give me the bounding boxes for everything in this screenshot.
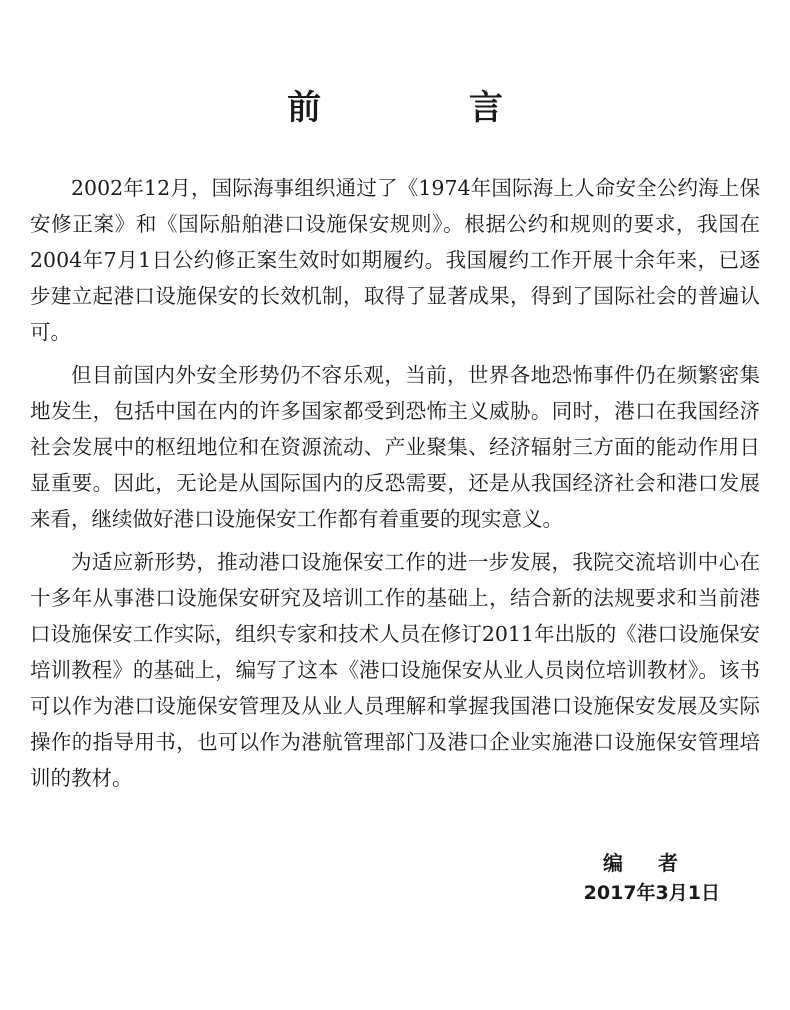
paragraph-1: 2002年12月，国际海事组织通过了《1974年国际海上人命安全公约海上保安修正案》和《国际船舶港口设施保安规则》。根据公约和规则的要求，我国在2004年7月1日公约修正案生效时如期履约。我国履约工作开展十余年来，已逐步建立起港口设施保安的长效机制，取得了显著成果，得到了国际社会的普遍认可。 xyxy=(30,176,760,344)
signature-author: 编 者 xyxy=(603,851,692,875)
preface-body xyxy=(30,170,760,803)
paragraph-3: 为适应新形势，推动港口设施保安工作的进一步发展，我院交流培训中心在十多年从事港口设施保安研究及培训工作的基础上，结合新的法规要求和当前港口设施保安工作实际，组织专家和技术人员在修订2011年出版的《港口设施保安培训教程》的基础上，编写了这本《港口设施保安从业人员岗位培训教材》。该书可以作为港口设施保安管理及从业人员理解和掌握我国港口设施保安发展及实际操作的指导用书，也可以作为港航管理部门及港口企业实施港口设施保安管理培训的教材。 xyxy=(30,550,760,790)
signature-block xyxy=(560,848,720,908)
page-title: 前 言 xyxy=(287,88,571,128)
signature-date: 2017年3月1日 xyxy=(583,882,720,904)
paragraph-2: 但目前国内外安全形势仍不容乐观，当前，世界各地恐怖事件仍在频繁密集地发生，包括中国在内的许多国家都受到恐怖主义威胁。同时，港口在我国经济社会发展中的枢纽地位和在资源流动、产业聚集、经济辐射三方面的能动作用日显重要。因此，无论是从国际国内的反恐需要，还是从我国经济社会和港口发展来看，继续做好港口设施保安工作都有着重要的现实意义。 xyxy=(30,363,760,531)
